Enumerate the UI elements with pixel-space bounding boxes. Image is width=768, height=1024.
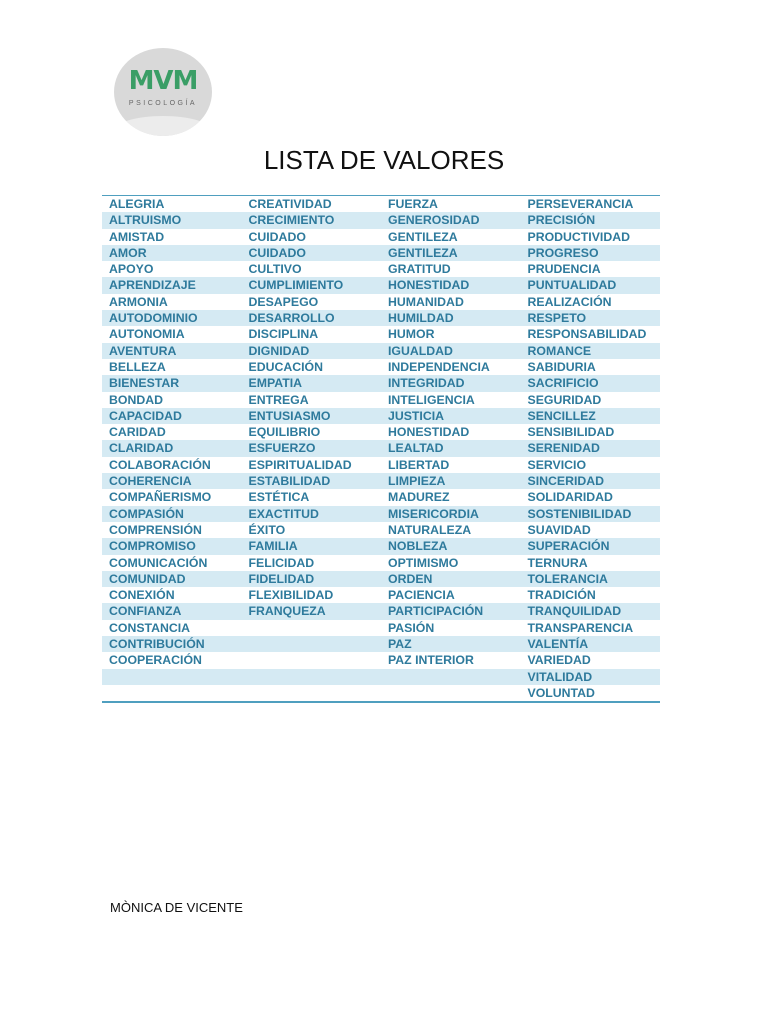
value-cell: MADUREZ bbox=[388, 490, 450, 505]
value-cell: RESPONSABILIDAD bbox=[527, 327, 647, 342]
value-cell: PASIÓN bbox=[388, 620, 435, 635]
value-cell: AUTONOMIA bbox=[109, 327, 185, 342]
value-cell bbox=[242, 669, 382, 685]
value-cell: SACRIFICIO bbox=[521, 375, 661, 391]
table-row bbox=[102, 636, 660, 652]
value-cell: ROMANCE bbox=[521, 343, 661, 359]
table-row bbox=[102, 571, 660, 587]
value-cell: PRODUCTIVIDAD bbox=[527, 229, 630, 244]
value-cell bbox=[242, 636, 382, 652]
value-cell: INTELIGENCIA bbox=[388, 392, 475, 407]
value-cell: VARIEDAD bbox=[527, 653, 591, 668]
value-cell: SERVICIO bbox=[527, 457, 587, 472]
table-row bbox=[102, 196, 660, 213]
value-cell: REALIZACIÓN bbox=[527, 294, 612, 309]
logo-shine bbox=[114, 116, 212, 136]
value-cell: LIBERTAD bbox=[388, 457, 450, 472]
value-cell: ARMONIA bbox=[109, 294, 168, 309]
value-cell: PRECISIÓN bbox=[521, 212, 661, 228]
value-cell: SOLIDARIDAD bbox=[527, 490, 613, 505]
value-cell bbox=[102, 685, 242, 702]
table-row bbox=[102, 457, 660, 473]
value-cell: PERSEVERANCIA bbox=[527, 197, 634, 211]
table-row bbox=[102, 620, 660, 636]
value-cell: FLEXIBILIDAD bbox=[248, 588, 334, 603]
value-cell: EQUILIBRIO bbox=[248, 425, 321, 440]
table-row bbox=[102, 685, 660, 702]
mvm-logo bbox=[114, 48, 212, 136]
table-row bbox=[102, 522, 660, 538]
value-cell: DIGNIDAD bbox=[242, 343, 382, 359]
table-row bbox=[102, 473, 660, 489]
value-cell bbox=[242, 685, 382, 702]
value-cell: TRANSPARENCIA bbox=[527, 620, 634, 635]
value-cell: ENTUSIASMO bbox=[242, 408, 382, 424]
table-row bbox=[102, 212, 660, 228]
value-cell: GENEROSIDAD bbox=[381, 212, 521, 228]
value-cell: APRENDIZAJE bbox=[102, 277, 242, 293]
value-cell bbox=[242, 620, 382, 636]
value-cell: PROGRESO bbox=[521, 245, 661, 261]
value-cell: CRECIMIENTO bbox=[242, 212, 382, 228]
values-table bbox=[102, 195, 660, 703]
value-cell: COMUNICACIÓN bbox=[109, 555, 208, 570]
value-cell: COMPAÑERISMO bbox=[109, 490, 212, 505]
value-cell: EMPATIA bbox=[242, 375, 382, 391]
value-cell: COMPROMISO bbox=[102, 538, 242, 554]
value-cell: RESPETO bbox=[521, 310, 661, 326]
value-cell: COHERENCIA bbox=[102, 473, 242, 489]
value-cell: CONFIANZA bbox=[102, 603, 242, 619]
table-row bbox=[102, 538, 660, 554]
values-table-body bbox=[102, 196, 660, 703]
value-cell: NOBLEZA bbox=[381, 538, 521, 554]
value-cell: VALENTÍA bbox=[521, 636, 661, 652]
value-cell: PARTICIPACIÓN bbox=[381, 603, 521, 619]
table-row bbox=[102, 424, 660, 440]
value-cell: COMUNIDAD bbox=[102, 571, 242, 587]
value-cell: PAZ INTERIOR bbox=[388, 653, 474, 668]
value-cell: ESTABILIDAD bbox=[242, 473, 382, 489]
logo-mark: MVM bbox=[128, 66, 198, 96]
value-cell: AMOR bbox=[102, 245, 242, 261]
table-row bbox=[102, 489, 660, 505]
table-row bbox=[102, 294, 660, 310]
table-row bbox=[102, 277, 660, 293]
table-row bbox=[102, 603, 660, 619]
value-cell: EDUCACIÓN bbox=[248, 359, 323, 374]
value-cell bbox=[102, 669, 242, 685]
value-cell: CREATIVIDAD bbox=[248, 197, 332, 211]
value-cell: ALEGRIA bbox=[109, 197, 165, 211]
value-cell: APOYO bbox=[109, 262, 154, 277]
value-cell: SENCILLEZ bbox=[521, 408, 661, 424]
value-cell: DESAPEGO bbox=[248, 294, 319, 309]
table-row bbox=[102, 310, 660, 326]
value-cell: AMISTAD bbox=[109, 229, 165, 244]
value-cell: CONTRIBUCIÓN bbox=[102, 636, 242, 652]
value-cell: TERNURA bbox=[527, 555, 588, 570]
value-cell: HUMILDAD bbox=[381, 310, 521, 326]
value-cell: EXACTITUD bbox=[242, 506, 382, 522]
value-cell: NATURALEZA bbox=[388, 522, 472, 537]
value-cell: ALTRUISMO bbox=[102, 212, 242, 228]
value-cell bbox=[381, 685, 521, 702]
value-cell: ENTREGA bbox=[248, 392, 309, 407]
value-cell: BELLEZA bbox=[109, 359, 166, 374]
value-cell: SENSIBILIDAD bbox=[527, 425, 615, 440]
value-cell: PUNTUALIDAD bbox=[521, 277, 661, 293]
value-cell: TOLERANCIA bbox=[521, 571, 661, 587]
value-cell: COMPRENSIÓN bbox=[109, 522, 202, 537]
value-cell: FELICIDAD bbox=[248, 555, 315, 570]
table-row bbox=[102, 669, 660, 685]
value-cell: CUMPLIMIENTO bbox=[242, 277, 382, 293]
table-row bbox=[102, 261, 660, 277]
value-cell: VOLUNTAD bbox=[527, 685, 595, 700]
value-cell: HONESTIDAD bbox=[388, 425, 470, 440]
value-cell: VITALIDAD bbox=[521, 669, 661, 685]
value-cell: ESPIRITUALIDAD bbox=[248, 457, 352, 472]
value-cell: INTEGRIDAD bbox=[381, 375, 521, 391]
value-cell: LIMPIEZA bbox=[381, 473, 521, 489]
value-cell: PRUDENCIA bbox=[527, 262, 601, 277]
value-cell bbox=[242, 652, 382, 668]
value-cell: AUTODOMINIO bbox=[102, 310, 242, 326]
table-row bbox=[102, 229, 660, 245]
value-cell: CARIDAD bbox=[109, 425, 166, 440]
value-cell: TRADICIÓN bbox=[527, 588, 596, 603]
value-cell: GENTILEZA bbox=[388, 229, 458, 244]
table-row bbox=[102, 506, 660, 522]
value-cell: DESARROLLO bbox=[242, 310, 382, 326]
value-cell bbox=[381, 669, 521, 685]
value-cell: FIDELIDAD bbox=[242, 571, 382, 587]
value-cell: CUIDADO bbox=[242, 245, 382, 261]
value-cell: ESTÉTICA bbox=[248, 490, 310, 505]
value-cell: FRANQUEZA bbox=[242, 603, 382, 619]
table-row bbox=[102, 408, 660, 424]
value-cell: BONDAD bbox=[109, 392, 163, 407]
value-cell: ÉXITO bbox=[248, 522, 286, 537]
value-cell: AVENTURA bbox=[102, 343, 242, 359]
table-row bbox=[102, 326, 660, 342]
table-row bbox=[102, 245, 660, 261]
value-cell: GRATITUD bbox=[388, 262, 451, 277]
value-cell: LEALTAD bbox=[381, 440, 521, 456]
value-cell: HONESTIDAD bbox=[381, 277, 521, 293]
value-cell: FUERZA bbox=[388, 197, 438, 211]
value-cell: PAZ bbox=[381, 636, 521, 652]
value-cell: GENTILEZA bbox=[381, 245, 521, 261]
table-row bbox=[102, 555, 660, 571]
author-name: MÒNICA DE VICENTE bbox=[110, 900, 243, 915]
value-cell: HUMOR bbox=[388, 327, 435, 342]
value-cell: CLARIDAD bbox=[102, 440, 242, 456]
table-row bbox=[102, 652, 660, 668]
value-cell: OPTIMISMO bbox=[388, 555, 459, 570]
value-cell: MISERICORDIA bbox=[381, 506, 521, 522]
table-row bbox=[102, 587, 660, 603]
table-row bbox=[102, 375, 660, 391]
value-cell: TRANQUILIDAD bbox=[521, 603, 661, 619]
value-cell: CULTIVO bbox=[248, 262, 302, 277]
value-cell: IGUALDAD bbox=[381, 343, 521, 359]
page-title: LISTA DE VALORES bbox=[263, 145, 505, 175]
value-cell: CONSTANCIA bbox=[109, 620, 191, 635]
value-cell: SUAVIDAD bbox=[527, 522, 591, 537]
table-row bbox=[102, 359, 660, 375]
value-cell: FAMILIA bbox=[242, 538, 382, 554]
value-cell: CAPACIDAD bbox=[102, 408, 242, 424]
value-cell: PACIENCIA bbox=[388, 588, 455, 603]
value-cell: COLABORACIÓN bbox=[109, 457, 211, 472]
value-cell: JUSTICIA bbox=[381, 408, 521, 424]
value-cell: SERENIDAD bbox=[521, 440, 661, 456]
value-cell: ESFUERZO bbox=[242, 440, 382, 456]
value-cell: INDEPENDENCIA bbox=[388, 359, 490, 374]
value-cell: CONEXIÓN bbox=[109, 588, 175, 603]
value-cell: DISCIPLINA bbox=[248, 327, 319, 342]
table-row bbox=[102, 392, 660, 408]
table-row bbox=[102, 440, 660, 456]
value-cell: HUMANIDAD bbox=[388, 294, 464, 309]
value-cell: SABIDURIA bbox=[527, 359, 596, 374]
value-cell: COMPASIÓN bbox=[102, 506, 242, 522]
value-cell: SUPERACIÓN bbox=[521, 538, 661, 554]
value-cell: BIENESTAR bbox=[102, 375, 242, 391]
value-cell: SOSTENIBILIDAD bbox=[521, 506, 661, 522]
value-cell: CUIDADO bbox=[248, 229, 306, 244]
value-cell: SINCERIDAD bbox=[521, 473, 661, 489]
logo-subtitle: PSICOLOGÍA bbox=[128, 100, 198, 107]
value-cell: COOPERACIÓN bbox=[109, 653, 202, 668]
value-cell: ORDEN bbox=[381, 571, 521, 587]
value-cell: SEGURIDAD bbox=[527, 392, 602, 407]
table-row bbox=[102, 343, 660, 359]
